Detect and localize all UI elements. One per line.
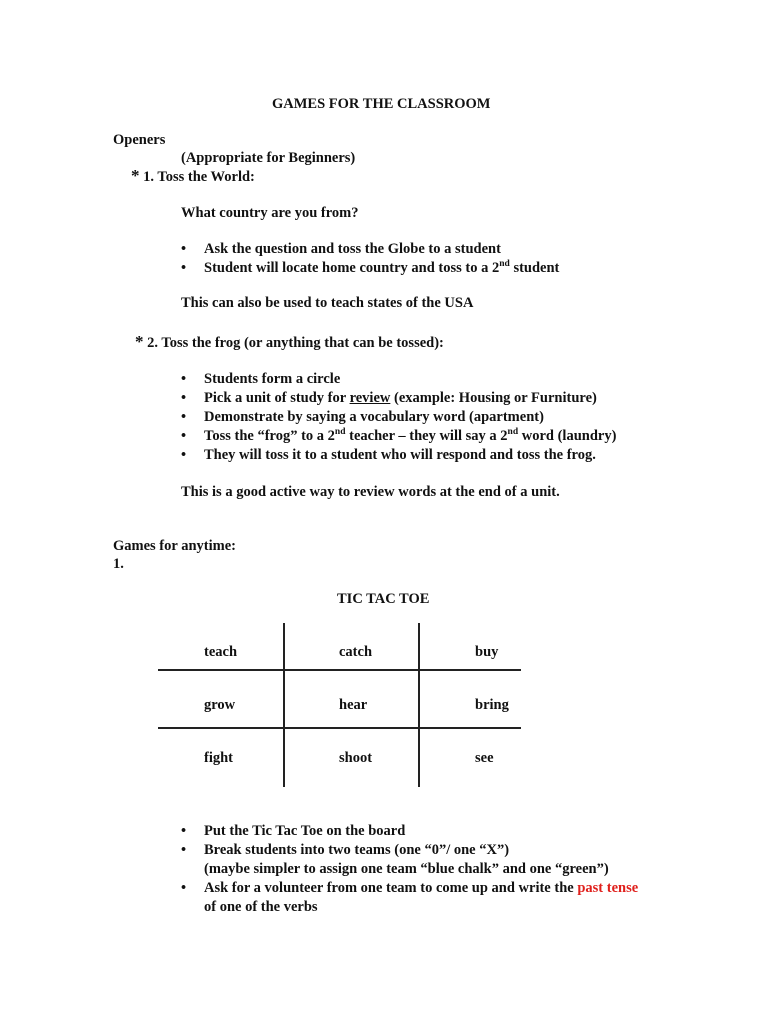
asterisk-icon: * xyxy=(135,332,144,351)
bullet-icon: • xyxy=(181,241,187,257)
bullet-icon: • xyxy=(181,428,187,444)
list-item: • Students form a circle xyxy=(181,371,341,387)
item-1-heading xyxy=(131,167,255,186)
page-title: GAMES FOR THE CLASSROOM xyxy=(272,96,491,112)
item-2-note: This is a good active way to review words at the end of a unit. xyxy=(181,484,560,500)
bullet-icon: • xyxy=(181,409,187,425)
item-1-note: This can also be used to teach states of the USA xyxy=(181,295,474,311)
grid-line-vertical xyxy=(283,623,285,787)
grid-cell: buy xyxy=(475,644,499,660)
grid-cell: bring xyxy=(475,697,509,713)
list-item: • Toss the “frog” to a 2nd teacher – they will say a 2nd word (laundry) xyxy=(181,427,617,444)
section-heading-anytime: Games for anytime: xyxy=(113,538,236,554)
list-item: • Pick a unit of study for review (example: Housing or Furniture) xyxy=(181,390,597,406)
highlighted-term: past tense xyxy=(577,880,639,896)
bullet-icon: • xyxy=(181,260,187,276)
bullet-icon: • xyxy=(181,823,187,839)
list-item: • Put the Tic Tac Toe on the board xyxy=(181,823,406,839)
list-item: • They will toss it to a student who will respond and toss the frog. xyxy=(181,447,596,463)
openers-note: (Appropriate for Beginners) xyxy=(181,150,356,166)
section-heading-openers: Openers xyxy=(113,132,166,148)
item-1-bullets xyxy=(179,240,559,278)
list-item: • Ask for a volunteer from one team to come up and write the past tense of one of the verbs xyxy=(181,880,639,915)
grid-cell: hear xyxy=(339,697,368,713)
list-item: • Break students into two teams (one “0”/ one “X”) (maybe simpler to assign one team “blue chalk” and one “green”) xyxy=(181,842,609,877)
item-2-bullets xyxy=(179,370,616,465)
asterisk-icon: * xyxy=(131,166,140,185)
bullet-icon: • xyxy=(181,842,187,858)
grid-cell: catch xyxy=(339,644,373,660)
list-item: • Ask the question and toss the Globe to a student xyxy=(181,241,501,257)
bullet-icon: • xyxy=(181,880,187,896)
grid-line-vertical xyxy=(418,623,420,787)
game-instructions xyxy=(179,822,638,917)
grid-cell: teach xyxy=(204,644,238,660)
bullet-icon: • xyxy=(181,371,187,387)
grid-cell: fight xyxy=(204,750,233,766)
grid-line-horizontal xyxy=(158,669,521,671)
grid-cell: shoot xyxy=(339,750,373,766)
game-number: 1. xyxy=(113,556,124,572)
item-2-heading xyxy=(135,333,444,352)
bullet-icon: • xyxy=(181,390,187,406)
item-1-question: What country are you from? xyxy=(181,205,359,221)
grid-line-horizontal xyxy=(158,727,521,729)
item-2-title: 2. Toss the frog (or anything that can be tossed): xyxy=(147,335,444,351)
bullet-icon: • xyxy=(181,447,187,463)
grid-cell: grow xyxy=(204,697,236,713)
game-title: TIC TAC TOE xyxy=(337,591,430,607)
item-1-title: 1. Toss the World: xyxy=(143,169,255,185)
grid-cell: see xyxy=(475,750,494,766)
list-item: • Demonstrate by saying a vocabulary word (apartment) xyxy=(181,409,544,425)
list-item: • Student will locate home country and toss to a 2nd student xyxy=(181,259,560,276)
